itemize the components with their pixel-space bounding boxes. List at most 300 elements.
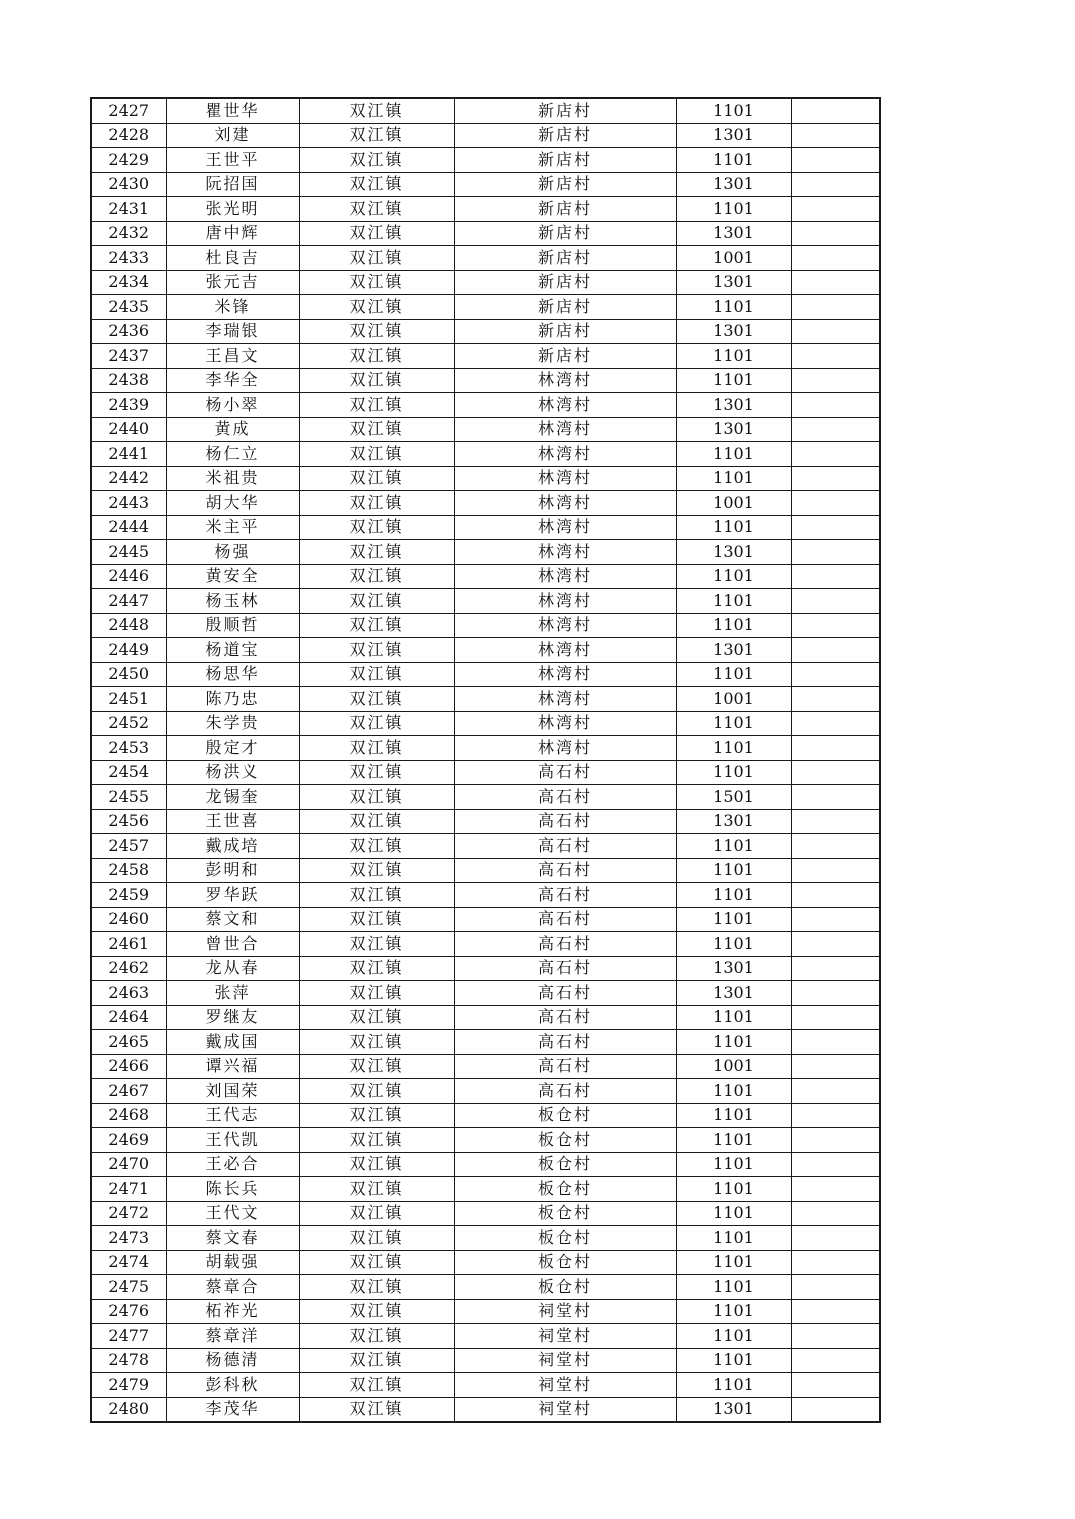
village-cell: 高石村 bbox=[454, 1054, 676, 1079]
blank-cell bbox=[791, 295, 880, 320]
village-cell: 林湾村 bbox=[454, 564, 676, 589]
code-cell: 1301 bbox=[676, 1397, 791, 1422]
table-row bbox=[91, 1103, 880, 1128]
table-row bbox=[91, 1128, 880, 1153]
village-cell: 林湾村 bbox=[454, 638, 676, 663]
name-cell: 殷顺哲 bbox=[166, 613, 299, 638]
code-cell: 1301 bbox=[676, 417, 791, 442]
blank-cell bbox=[791, 515, 880, 540]
record-number-cell: 2429 bbox=[91, 148, 166, 173]
town-cell: 双江镇 bbox=[299, 295, 454, 320]
record-number-cell: 2461 bbox=[91, 932, 166, 957]
table-row bbox=[91, 638, 880, 663]
code-cell: 1101 bbox=[676, 1128, 791, 1153]
record-number-cell: 2474 bbox=[91, 1250, 166, 1275]
town-cell: 双江镇 bbox=[299, 1030, 454, 1055]
town-cell: 双江镇 bbox=[299, 98, 454, 123]
name-cell: 王昌文 bbox=[166, 344, 299, 369]
town-cell: 双江镇 bbox=[299, 148, 454, 173]
town-cell: 双江镇 bbox=[299, 589, 454, 614]
town-cell: 双江镇 bbox=[299, 638, 454, 663]
village-cell: 林湾村 bbox=[454, 442, 676, 467]
blank-cell bbox=[791, 172, 880, 197]
blank-cell bbox=[791, 1128, 880, 1153]
town-cell: 双江镇 bbox=[299, 760, 454, 785]
village-cell: 高石村 bbox=[454, 858, 676, 883]
blank-cell bbox=[791, 613, 880, 638]
name-cell: 黄安全 bbox=[166, 564, 299, 589]
record-number-cell: 2464 bbox=[91, 1005, 166, 1030]
code-cell: 1101 bbox=[676, 98, 791, 123]
table-row bbox=[91, 1005, 880, 1030]
record-number-cell: 2441 bbox=[91, 442, 166, 467]
code-cell: 1101 bbox=[676, 466, 791, 491]
record-number-cell: 2450 bbox=[91, 662, 166, 687]
blank-cell bbox=[791, 687, 880, 712]
name-cell: 罗继友 bbox=[166, 1005, 299, 1030]
name-cell: 阮招国 bbox=[166, 172, 299, 197]
record-number-cell: 2462 bbox=[91, 956, 166, 981]
code-cell: 1101 bbox=[676, 662, 791, 687]
village-cell: 高石村 bbox=[454, 883, 676, 908]
village-cell: 林湾村 bbox=[454, 711, 676, 736]
record-number-cell: 2480 bbox=[91, 1397, 166, 1422]
name-cell: 张光明 bbox=[166, 197, 299, 222]
village-cell: 林湾村 bbox=[454, 613, 676, 638]
code-cell: 1301 bbox=[676, 172, 791, 197]
village-cell: 林湾村 bbox=[454, 687, 676, 712]
town-cell: 双江镇 bbox=[299, 270, 454, 295]
table-row bbox=[91, 442, 880, 467]
village-cell: 板仓村 bbox=[454, 1201, 676, 1226]
village-cell: 板仓村 bbox=[454, 1275, 676, 1300]
table-row bbox=[91, 1177, 880, 1202]
record-number-cell: 2435 bbox=[91, 295, 166, 320]
record-number-cell: 2466 bbox=[91, 1054, 166, 1079]
table-row bbox=[91, 662, 880, 687]
name-cell: 王必合 bbox=[166, 1152, 299, 1177]
name-cell: 彭科秋 bbox=[166, 1373, 299, 1398]
village-cell: 林湾村 bbox=[454, 491, 676, 516]
village-cell: 祠堂村 bbox=[454, 1397, 676, 1422]
record-number-cell: 2458 bbox=[91, 858, 166, 883]
table-row bbox=[91, 1324, 880, 1349]
record-number-cell: 2428 bbox=[91, 123, 166, 148]
village-cell: 板仓村 bbox=[454, 1250, 676, 1275]
town-cell: 双江镇 bbox=[299, 1299, 454, 1324]
town-cell: 双江镇 bbox=[299, 1201, 454, 1226]
name-cell: 瞿世华 bbox=[166, 98, 299, 123]
name-cell: 王代文 bbox=[166, 1201, 299, 1226]
blank-cell bbox=[791, 564, 880, 589]
record-number-cell: 2477 bbox=[91, 1324, 166, 1349]
table-row bbox=[91, 1275, 880, 1300]
blank-cell bbox=[791, 956, 880, 981]
village-cell: 新店村 bbox=[454, 270, 676, 295]
name-cell: 彭明和 bbox=[166, 858, 299, 883]
table-row bbox=[91, 319, 880, 344]
blank-cell bbox=[791, 589, 880, 614]
record-number-cell: 2470 bbox=[91, 1152, 166, 1177]
town-cell: 双江镇 bbox=[299, 932, 454, 957]
name-cell: 黄成 bbox=[166, 417, 299, 442]
name-cell: 杨仁立 bbox=[166, 442, 299, 467]
code-cell: 1101 bbox=[676, 1103, 791, 1128]
name-cell: 王世喜 bbox=[166, 809, 299, 834]
record-number-cell: 2453 bbox=[91, 736, 166, 761]
town-cell: 双江镇 bbox=[299, 907, 454, 932]
code-cell: 1101 bbox=[676, 1226, 791, 1251]
blank-cell bbox=[791, 123, 880, 148]
name-cell: 戴成培 bbox=[166, 834, 299, 859]
town-cell: 双江镇 bbox=[299, 491, 454, 516]
record-number-cell: 2457 bbox=[91, 834, 166, 859]
town-cell: 双江镇 bbox=[299, 662, 454, 687]
record-number-cell: 2434 bbox=[91, 270, 166, 295]
record-number-cell: 2465 bbox=[91, 1030, 166, 1055]
town-cell: 双江镇 bbox=[299, 1324, 454, 1349]
record-number-cell: 2436 bbox=[91, 319, 166, 344]
blank-cell bbox=[791, 1103, 880, 1128]
name-cell: 殷定才 bbox=[166, 736, 299, 761]
village-cell: 高石村 bbox=[454, 760, 676, 785]
village-cell: 林湾村 bbox=[454, 662, 676, 687]
blank-cell bbox=[791, 1201, 880, 1226]
blank-cell bbox=[791, 417, 880, 442]
town-cell: 双江镇 bbox=[299, 809, 454, 834]
code-cell: 1301 bbox=[676, 270, 791, 295]
code-cell: 1101 bbox=[676, 1152, 791, 1177]
blank-cell bbox=[791, 932, 880, 957]
table-row bbox=[91, 246, 880, 271]
town-cell: 双江镇 bbox=[299, 1177, 454, 1202]
village-cell: 林湾村 bbox=[454, 368, 676, 393]
blank-cell bbox=[791, 1348, 880, 1373]
blank-cell bbox=[791, 1226, 880, 1251]
table-row bbox=[91, 834, 880, 859]
record-number-cell: 2454 bbox=[91, 760, 166, 785]
code-cell: 1301 bbox=[676, 638, 791, 663]
town-cell: 双江镇 bbox=[299, 123, 454, 148]
code-cell: 1101 bbox=[676, 736, 791, 761]
name-cell: 杨道宝 bbox=[166, 638, 299, 663]
table-row bbox=[91, 1373, 880, 1398]
record-number-cell: 2463 bbox=[91, 981, 166, 1006]
code-cell: 1101 bbox=[676, 834, 791, 859]
table-row bbox=[91, 540, 880, 565]
code-cell: 1001 bbox=[676, 491, 791, 516]
name-cell: 朱学贵 bbox=[166, 711, 299, 736]
village-cell: 林湾村 bbox=[454, 589, 676, 614]
village-cell: 林湾村 bbox=[454, 466, 676, 491]
record-number-cell: 2445 bbox=[91, 540, 166, 565]
village-cell: 新店村 bbox=[454, 344, 676, 369]
records-table bbox=[90, 97, 881, 1423]
town-cell: 双江镇 bbox=[299, 221, 454, 246]
village-cell: 林湾村 bbox=[454, 393, 676, 418]
town-cell: 双江镇 bbox=[299, 442, 454, 467]
code-cell: 1301 bbox=[676, 981, 791, 1006]
table-row bbox=[91, 785, 880, 810]
code-cell: 1101 bbox=[676, 564, 791, 589]
record-number-cell: 2476 bbox=[91, 1299, 166, 1324]
record-number-cell: 2443 bbox=[91, 491, 166, 516]
blank-cell bbox=[791, 246, 880, 271]
table-row bbox=[91, 123, 880, 148]
blank-cell bbox=[791, 393, 880, 418]
table-row bbox=[91, 1079, 880, 1104]
name-cell: 陈长兵 bbox=[166, 1177, 299, 1202]
town-cell: 双江镇 bbox=[299, 564, 454, 589]
code-cell: 1101 bbox=[676, 515, 791, 540]
town-cell: 双江镇 bbox=[299, 1079, 454, 1104]
town-cell: 双江镇 bbox=[299, 711, 454, 736]
table-row bbox=[91, 172, 880, 197]
name-cell: 杜良吉 bbox=[166, 246, 299, 271]
village-cell: 高石村 bbox=[454, 1079, 676, 1104]
code-cell: 1101 bbox=[676, 1348, 791, 1373]
town-cell: 双江镇 bbox=[299, 197, 454, 222]
table-row bbox=[91, 221, 880, 246]
code-cell: 1101 bbox=[676, 1324, 791, 1349]
table-row bbox=[91, 883, 880, 908]
name-cell: 米祖贵 bbox=[166, 466, 299, 491]
table-row bbox=[91, 1054, 880, 1079]
name-cell: 胡载强 bbox=[166, 1250, 299, 1275]
town-cell: 双江镇 bbox=[299, 883, 454, 908]
name-cell: 王世平 bbox=[166, 148, 299, 173]
name-cell: 戴成国 bbox=[166, 1030, 299, 1055]
village-cell: 高石村 bbox=[454, 932, 676, 957]
village-cell: 新店村 bbox=[454, 172, 676, 197]
village-cell: 新店村 bbox=[454, 295, 676, 320]
name-cell: 杨强 bbox=[166, 540, 299, 565]
record-number-cell: 2427 bbox=[91, 98, 166, 123]
record-number-cell: 2431 bbox=[91, 197, 166, 222]
table-row bbox=[91, 613, 880, 638]
town-cell: 双江镇 bbox=[299, 1275, 454, 1300]
record-number-cell: 2475 bbox=[91, 1275, 166, 1300]
blank-cell bbox=[791, 1005, 880, 1030]
blank-cell bbox=[791, 1079, 880, 1104]
town-cell: 双江镇 bbox=[299, 246, 454, 271]
code-cell: 1301 bbox=[676, 809, 791, 834]
record-number-cell: 2439 bbox=[91, 393, 166, 418]
code-cell: 1501 bbox=[676, 785, 791, 810]
code-cell: 1301 bbox=[676, 393, 791, 418]
record-number-cell: 2432 bbox=[91, 221, 166, 246]
town-cell: 双江镇 bbox=[299, 613, 454, 638]
village-cell: 新店村 bbox=[454, 246, 676, 271]
blank-cell bbox=[791, 1299, 880, 1324]
code-cell: 1101 bbox=[676, 344, 791, 369]
code-cell: 1001 bbox=[676, 687, 791, 712]
record-number-cell: 2471 bbox=[91, 1177, 166, 1202]
record-number-cell: 2448 bbox=[91, 613, 166, 638]
table-row bbox=[91, 809, 880, 834]
record-number-cell: 2468 bbox=[91, 1103, 166, 1128]
town-cell: 双江镇 bbox=[299, 1005, 454, 1030]
town-cell: 双江镇 bbox=[299, 1348, 454, 1373]
name-cell: 唐中辉 bbox=[166, 221, 299, 246]
record-number-cell: 2456 bbox=[91, 809, 166, 834]
table-row bbox=[91, 1250, 880, 1275]
name-cell: 龙锡奎 bbox=[166, 785, 299, 810]
town-cell: 双江镇 bbox=[299, 858, 454, 883]
village-cell: 新店村 bbox=[454, 319, 676, 344]
table-row bbox=[91, 760, 880, 785]
village-cell: 板仓村 bbox=[454, 1177, 676, 1202]
name-cell: 杨玉林 bbox=[166, 589, 299, 614]
town-cell: 双江镇 bbox=[299, 956, 454, 981]
table-row bbox=[91, 368, 880, 393]
code-cell: 1301 bbox=[676, 221, 791, 246]
blank-cell bbox=[791, 1152, 880, 1177]
village-cell: 高石村 bbox=[454, 809, 676, 834]
town-cell: 双江镇 bbox=[299, 785, 454, 810]
blank-cell bbox=[791, 197, 880, 222]
village-cell: 新店村 bbox=[454, 148, 676, 173]
blank-cell bbox=[791, 883, 880, 908]
blank-cell bbox=[791, 981, 880, 1006]
table-row bbox=[91, 1397, 880, 1422]
table-row bbox=[91, 907, 880, 932]
code-cell: 1101 bbox=[676, 148, 791, 173]
name-cell: 蔡章洋 bbox=[166, 1324, 299, 1349]
name-cell: 谭兴福 bbox=[166, 1054, 299, 1079]
blank-cell bbox=[791, 858, 880, 883]
name-cell: 刘建 bbox=[166, 123, 299, 148]
town-cell: 双江镇 bbox=[299, 687, 454, 712]
village-cell: 新店村 bbox=[454, 197, 676, 222]
table-row bbox=[91, 858, 880, 883]
records-table-body bbox=[91, 98, 880, 1422]
name-cell: 陈乃忠 bbox=[166, 687, 299, 712]
blank-cell bbox=[791, 760, 880, 785]
village-cell: 高石村 bbox=[454, 956, 676, 981]
record-number-cell: 2460 bbox=[91, 907, 166, 932]
village-cell: 高石村 bbox=[454, 785, 676, 810]
record-number-cell: 2433 bbox=[91, 246, 166, 271]
name-cell: 李茂华 bbox=[166, 1397, 299, 1422]
village-cell: 新店村 bbox=[454, 221, 676, 246]
blank-cell bbox=[791, 540, 880, 565]
village-cell: 板仓村 bbox=[454, 1128, 676, 1153]
blank-cell bbox=[791, 442, 880, 467]
record-number-cell: 2438 bbox=[91, 368, 166, 393]
name-cell: 蔡文春 bbox=[166, 1226, 299, 1251]
table-row bbox=[91, 711, 880, 736]
town-cell: 双江镇 bbox=[299, 981, 454, 1006]
table-row bbox=[91, 736, 880, 761]
table-row bbox=[91, 295, 880, 320]
code-cell: 1101 bbox=[676, 932, 791, 957]
blank-cell bbox=[791, 1177, 880, 1202]
name-cell: 杨洪义 bbox=[166, 760, 299, 785]
village-cell: 高石村 bbox=[454, 1030, 676, 1055]
name-cell: 蔡章合 bbox=[166, 1275, 299, 1300]
name-cell: 杨小翠 bbox=[166, 393, 299, 418]
name-cell: 曾世合 bbox=[166, 932, 299, 957]
table-row bbox=[91, 417, 880, 442]
village-cell: 板仓村 bbox=[454, 1103, 676, 1128]
name-cell: 蔡文和 bbox=[166, 907, 299, 932]
village-cell: 高石村 bbox=[454, 981, 676, 1006]
code-cell: 1101 bbox=[676, 1030, 791, 1055]
blank-cell bbox=[791, 809, 880, 834]
blank-cell bbox=[791, 662, 880, 687]
code-cell: 1001 bbox=[676, 246, 791, 271]
village-cell: 板仓村 bbox=[454, 1226, 676, 1251]
name-cell: 王代志 bbox=[166, 1103, 299, 1128]
code-cell: 1101 bbox=[676, 760, 791, 785]
code-cell: 1101 bbox=[676, 1177, 791, 1202]
blank-cell bbox=[791, 221, 880, 246]
village-cell: 祠堂村 bbox=[454, 1373, 676, 1398]
code-cell: 1101 bbox=[676, 1250, 791, 1275]
code-cell: 1101 bbox=[676, 589, 791, 614]
code-cell: 1101 bbox=[676, 907, 791, 932]
blank-cell bbox=[791, 736, 880, 761]
code-cell: 1101 bbox=[676, 368, 791, 393]
blank-cell bbox=[791, 1250, 880, 1275]
name-cell: 米锋 bbox=[166, 295, 299, 320]
town-cell: 双江镇 bbox=[299, 1054, 454, 1079]
code-cell: 1101 bbox=[676, 1201, 791, 1226]
table-row bbox=[91, 98, 880, 123]
code-cell: 1301 bbox=[676, 319, 791, 344]
town-cell: 双江镇 bbox=[299, 1250, 454, 1275]
code-cell: 1301 bbox=[676, 956, 791, 981]
code-cell: 1101 bbox=[676, 1079, 791, 1104]
record-number-cell: 2455 bbox=[91, 785, 166, 810]
table-row bbox=[91, 1226, 880, 1251]
town-cell: 双江镇 bbox=[299, 1373, 454, 1398]
code-cell: 1101 bbox=[676, 1373, 791, 1398]
code-cell: 1101 bbox=[676, 883, 791, 908]
table-row bbox=[91, 956, 880, 981]
code-cell: 1101 bbox=[676, 442, 791, 467]
record-number-cell: 2449 bbox=[91, 638, 166, 663]
table-row bbox=[91, 981, 880, 1006]
table-row bbox=[91, 1348, 880, 1373]
town-cell: 双江镇 bbox=[299, 344, 454, 369]
town-cell: 双江镇 bbox=[299, 834, 454, 859]
town-cell: 双江镇 bbox=[299, 417, 454, 442]
name-cell: 龙从春 bbox=[166, 956, 299, 981]
village-cell: 林湾村 bbox=[454, 540, 676, 565]
blank-cell bbox=[791, 1373, 880, 1398]
name-cell: 柘祚光 bbox=[166, 1299, 299, 1324]
blank-cell bbox=[791, 368, 880, 393]
town-cell: 双江镇 bbox=[299, 515, 454, 540]
name-cell: 王代凯 bbox=[166, 1128, 299, 1153]
village-cell: 祠堂村 bbox=[454, 1299, 676, 1324]
blank-cell bbox=[791, 148, 880, 173]
table-row bbox=[91, 1030, 880, 1055]
blank-cell bbox=[791, 491, 880, 516]
code-cell: 1101 bbox=[676, 295, 791, 320]
town-cell: 双江镇 bbox=[299, 368, 454, 393]
name-cell: 张萍 bbox=[166, 981, 299, 1006]
name-cell: 米主平 bbox=[166, 515, 299, 540]
blank-cell bbox=[791, 785, 880, 810]
blank-cell bbox=[791, 834, 880, 859]
name-cell: 李瑞银 bbox=[166, 319, 299, 344]
village-cell: 高石村 bbox=[454, 1005, 676, 1030]
record-number-cell: 2452 bbox=[91, 711, 166, 736]
village-cell: 林湾村 bbox=[454, 736, 676, 761]
